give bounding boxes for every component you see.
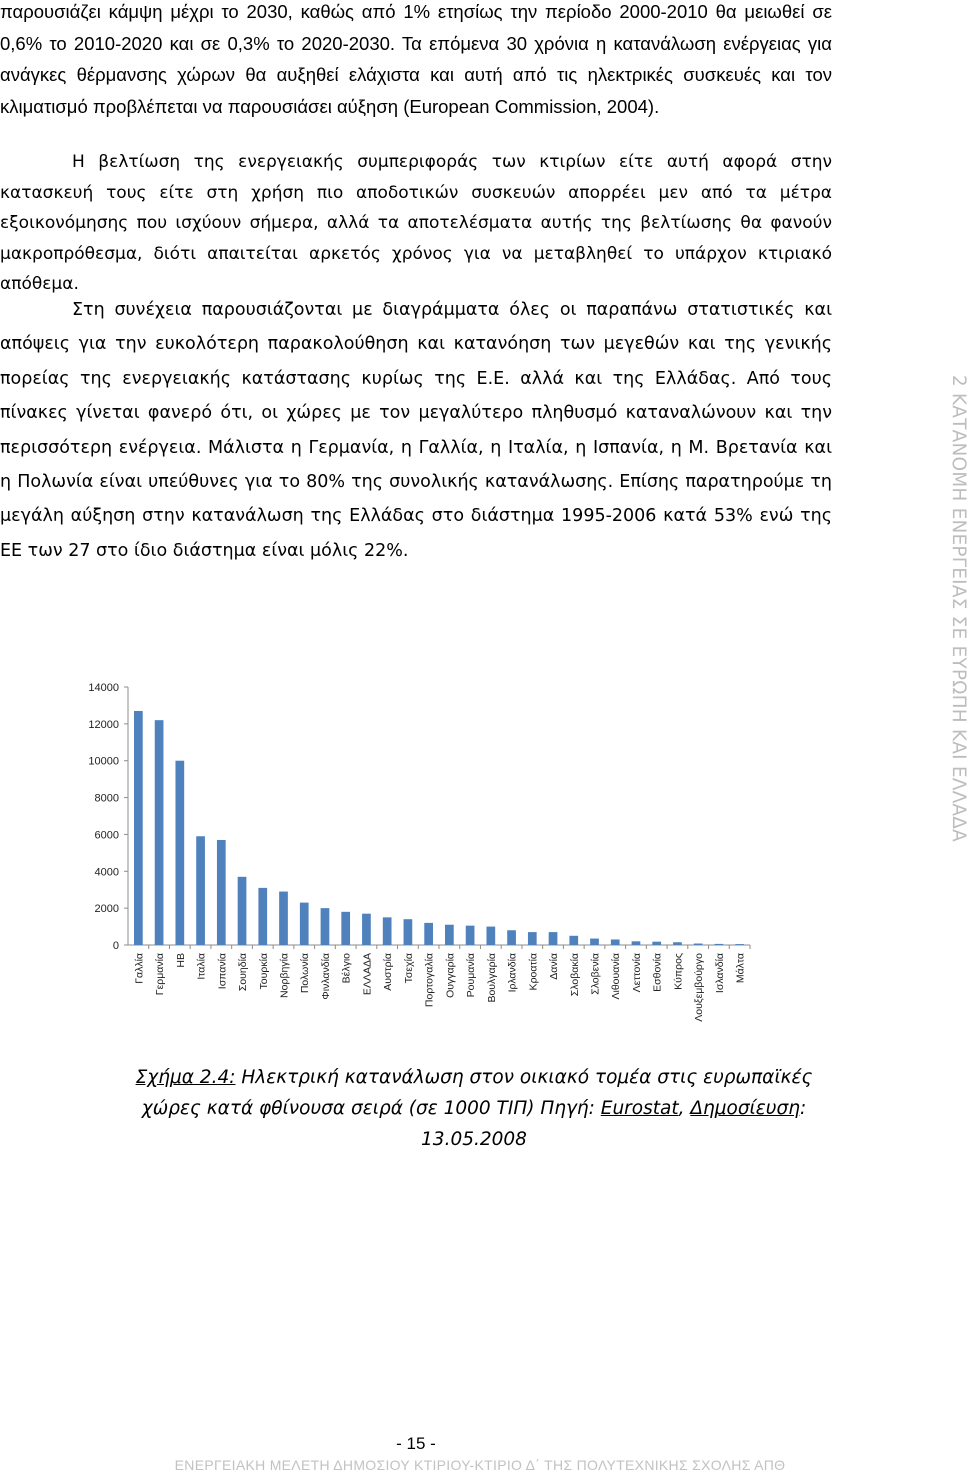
- bar: [321, 908, 330, 945]
- x-tick-label: Ρουμανία: [465, 953, 478, 998]
- bar: [424, 923, 433, 945]
- x-tick-label: Μάλτα: [734, 953, 747, 984]
- x-tick-label: Σουηδία: [237, 953, 250, 992]
- x-tick-label: Κύπρος: [672, 953, 685, 990]
- paragraph-text: Η βελτίωση της ενεργειακής συμπεριφοράς των κτιρίων είτε αυτή αφορά στην κατασκευή τους είτε στη χρήση πιο αποδοτικών συσκευών απορρέει μεν από τα μέτρα εξοικονόμησης που ισχύουν σήμερα, αλλά τα αποτελέσματα αυτής της βελτίωσης θα φανούν μακροπρόθεσμα, διότι απαιτείται αρκετός χρόνος για να μεταβληθεί το υπάρχον κτιριακό απόθεμα.: [0, 152, 832, 294]
- figure-caption: [116, 1062, 832, 1155]
- electricity-consumption-bar-chart: [70, 670, 760, 1030]
- x-tick-label: Ισπανία: [216, 953, 229, 990]
- bar: [486, 927, 495, 945]
- bar: [445, 925, 454, 945]
- paragraph-statistics: [0, 293, 832, 568]
- bar: [217, 840, 226, 945]
- bar: [590, 939, 599, 945]
- bar: [383, 917, 392, 945]
- bar: [466, 926, 475, 945]
- x-tick-label: Φινλανδία: [319, 953, 332, 1000]
- bar: [279, 892, 288, 945]
- x-tick-label: Λιθουανία: [610, 953, 623, 1000]
- y-tick-label: 12000: [88, 718, 119, 731]
- x-tick-label: Τουρκία: [257, 953, 270, 990]
- x-tick-label: Ιταλία: [195, 953, 208, 980]
- x-tick-label: Ουγγαρία: [444, 953, 457, 998]
- bar: [549, 932, 558, 945]
- x-tick-label: ΕΛΛΑΔΑ: [361, 953, 374, 996]
- caption-separator: ,: [678, 1098, 691, 1119]
- y-tick-label: 0: [112, 940, 119, 952]
- bar: [569, 936, 578, 945]
- y-tick-label: 14000: [88, 682, 119, 694]
- x-tick-label: Πορτογαλία: [423, 953, 436, 1008]
- y-tick-label: 2000: [94, 903, 119, 916]
- bar: [196, 836, 205, 945]
- bar: [694, 944, 703, 945]
- caption-source: Eurostat: [600, 1098, 679, 1119]
- x-tick-label: Πολωνία: [299, 953, 312, 994]
- bar: [341, 912, 350, 945]
- paragraph-building-performance: [0, 147, 832, 300]
- paragraph-text: Στη συνέχεια παρουσιάζονται με διαγράμματα όλες οι παραπάνω στατιστικές και απόψεις για την ευκολότερη παρακολούθηση και κατανόηση των μεγεθών και της γενικής πορείας της ενεργειακής κατάστασης κυρίως της Ε.Ε. αλλά και της Ελλάδας. Από τους πίνακες γίνεται φανερό ότι, οι χώρες με τον μεγαλύτερο πληθυσμό καταναλώνουν και την περισσότερη ενέργεια. Μάλιστα η Γερμανία, η Γαλλία, η Ιταλία, η Ισπανία, η Μ. Βρετανία και η Πολωνία είναι υπεύθυνες για το 80% της συνολικής κατανάλωσης. Επίσης παρατηρούμε τη μεγάλη αύξηση στην κατανάλωση της Ελλάδας στο διάστημα 1995-2006 κατά 53% ενώ της ΕΕ των 27 στο ίδιο διάστημα είναι μόλις 22%.: [0, 300, 832, 561]
- x-tick-label: Σλοβακία: [568, 953, 581, 997]
- x-tick-label: Γαλλία: [133, 953, 146, 984]
- x-tick-label: Δανία: [548, 953, 561, 980]
- running-header: 2 ΚΑΤΑΝΟΜΗ ΕΝΕΡΓΕΙΑΣ ΣΕ ΕΥΡΩΠΗ ΚΑΙ ΕΛΛΑΔΑ: [948, 374, 969, 842]
- x-tick-label: Σλοβενία: [589, 953, 602, 995]
- bar: [404, 919, 413, 945]
- bar: [632, 941, 641, 945]
- caption-publication-label: Δημοσίευση: [690, 1098, 800, 1119]
- bar: [134, 711, 143, 945]
- bar: [258, 888, 267, 945]
- bar: [652, 942, 661, 945]
- y-tick-label: 6000: [94, 829, 119, 842]
- bar: [155, 720, 164, 945]
- bar: [507, 930, 516, 945]
- bar: [362, 914, 371, 945]
- x-tick-label: ΗΒ: [174, 953, 187, 968]
- x-tick-label: Ιρλανδία: [506, 953, 519, 993]
- x-tick-label: Νορβηγία: [278, 953, 291, 998]
- page-number: - 15 -: [396, 1434, 436, 1453]
- caption-label: Σχήμα 2.4:: [135, 1067, 236, 1088]
- page-footer: ΕΝΕΡΓΕΙΑΚΗ ΜΕΛΕΤΗ ΔΗΜΟΣΙΟΥ ΚΤΙΡΙΟΥ-ΚΤΙΡΙΟ Δ΄ ΤΗΣ ΠΟΛΥΤΕΧΝΙΚΗΣ ΣΧΟΛΗΣ ΑΠΘ: [174, 1457, 786, 1473]
- y-tick-label: 4000: [94, 866, 119, 879]
- paragraph-continuation: παρουσιάζει κάμψη μέχρι το 2030, καθώς από 1% ετησίως την περίοδο 2000-2010 θα μειωθεί σε 0,6% το 2010-2020 και σε 0,3% το 2020-2030. Τα επόμενα 30 χρόνια η κατανάλωση ενέργειας για ανάγκες θέρμανσης χώρων θα αυξηθεί ελάχιστα και αυτή από τις ηλεκτρικές συσκευές και τον κλιματισμό προβλέπεται να παρουσιάσει αύξηση (European Commission, 2004).: [0, 1, 832, 117]
- y-tick-label: 10000: [88, 755, 119, 768]
- caption-publication-date: : 13.05.2008: [421, 1098, 807, 1150]
- bar: [300, 903, 309, 945]
- x-tick-label: Βουλγαρία: [485, 953, 498, 1003]
- x-tick-label: Λουξεμβούργο: [693, 953, 706, 1022]
- caption-text: Ηλεκτρική κατανάλωση στον οικιακό τομέα στις ευρωπαϊκές χώρες κατά φθίνουσα σειρά (σε 1000 ΤΙΠ) Πηγή:: [141, 1067, 813, 1119]
- x-tick-label: Γερμανία: [154, 953, 167, 996]
- y-tick-label: 8000: [94, 792, 119, 805]
- x-tick-label: Εσθονία: [651, 953, 664, 992]
- bar: [611, 939, 620, 945]
- x-tick-label: Ισλανδία: [713, 953, 726, 994]
- bar: [673, 942, 682, 945]
- x-tick-label: Τσεχία: [402, 953, 415, 984]
- x-tick-label: Βέλγιο: [340, 953, 353, 984]
- bar: [175, 761, 184, 945]
- x-tick-label: Αυστρία: [382, 953, 395, 991]
- bar: [528, 932, 537, 945]
- x-tick-label: Λεττονία: [630, 953, 643, 993]
- bar: [735, 944, 744, 945]
- bar: [715, 944, 724, 945]
- bar: [238, 877, 247, 945]
- x-tick-label: Κροατία: [527, 953, 540, 991]
